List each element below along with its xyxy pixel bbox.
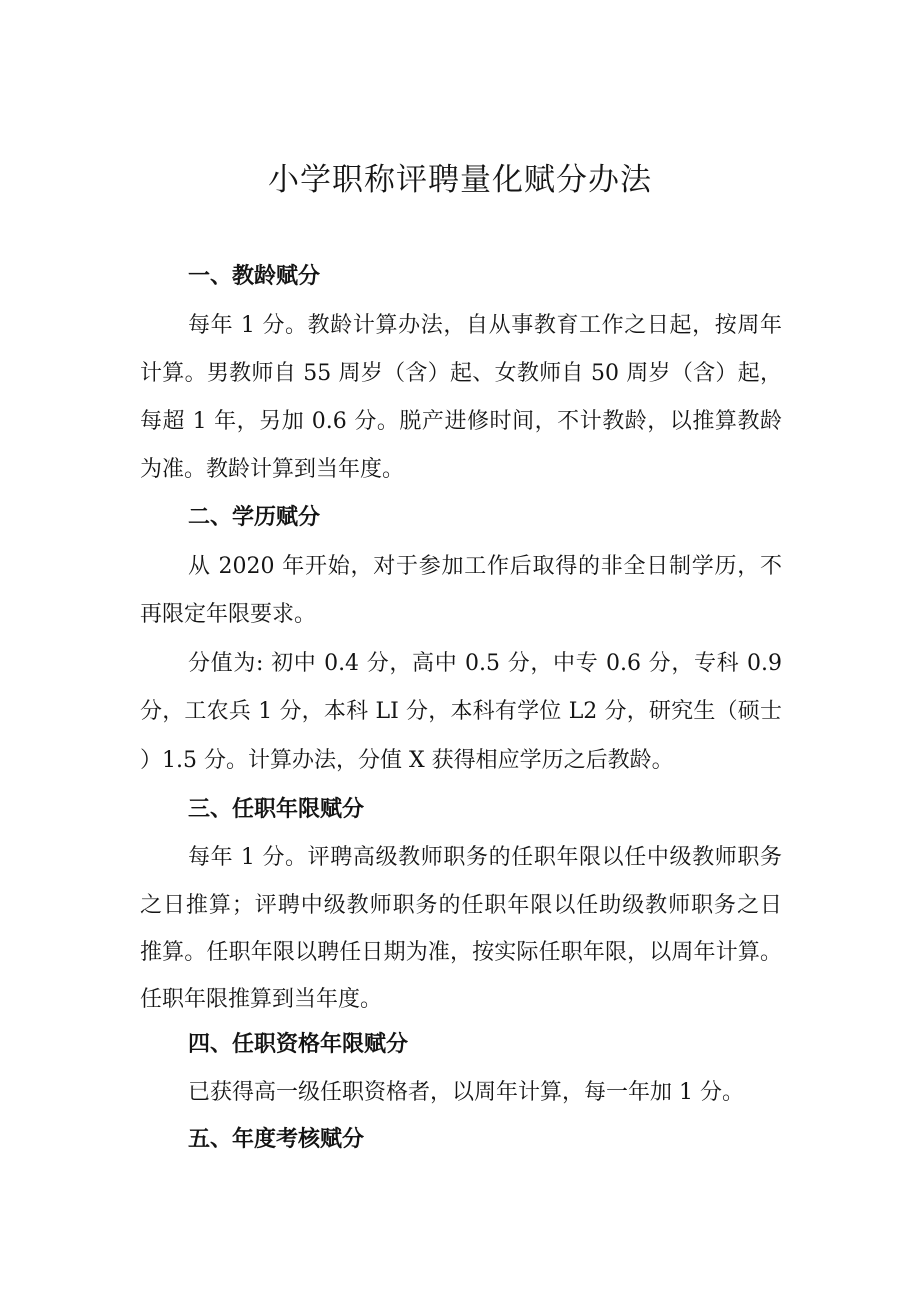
section-heading: 五、年度考核赋分 <box>188 1127 365 1152</box>
paragraph-line: 推算。任职年限以聘任日期为准，按实际任职年限，以周年计算。 <box>140 940 782 965</box>
paragraph-line: 再限定年限要求。 <box>140 602 317 627</box>
section-heading: 三、任职年限赋分 <box>188 797 365 822</box>
paragraph-line: 分值为: 初中 0.4 分，高中 0.5 分，中专 0.6 分，专科 0.9 <box>188 651 782 676</box>
paragraph-line: ）1.5 分。计算办法，分值 X 获得相应学历之后教龄。 <box>140 748 674 773</box>
paragraph-line: 每年 1 分。教龄计算办法，自从事教育工作之日起，按周年 <box>188 313 782 338</box>
paragraph-line: 任职年限推算到当年度。 <box>140 987 383 1012</box>
paragraph-line: 为准。教龄计算到当年度。 <box>140 457 405 482</box>
section-heading: 二、学历赋分 <box>188 505 321 530</box>
paragraph-line: 已获得高一级任职资格者，以周年计算，每一年加 1 分。 <box>188 1080 744 1105</box>
paragraph-line: 每年 1 分。评聘高级教师职务的任职年限以任中级教师职务 <box>188 845 782 870</box>
paragraph-line: 之日推算；评聘中级教师职务的任职年限以任助级教师职务之日 <box>140 893 782 918</box>
page-title: 小学职称评聘量化赋分办法 <box>268 162 652 198</box>
section-heading: 四、任职资格年限赋分 <box>188 1032 409 1057</box>
paragraph-line: 计算。男教师自 55 周岁（含）起、女教师自 50 周岁（含）起， <box>140 361 782 386</box>
section-heading: 一、教龄赋分 <box>188 264 321 289</box>
paragraph-line: 从 2020 年开始，对于参加工作后取得的非全日制学历，不 <box>188 554 782 579</box>
paragraph-line: 分，工农兵 1 分，本科 LI 分，本科有学位 L2 分，研究生（硕士 <box>140 699 782 724</box>
paragraph-line: 每超 1 年，另加 0.6 分。脱产进修时间，不计教龄，以推算教龄 <box>140 409 782 434</box>
